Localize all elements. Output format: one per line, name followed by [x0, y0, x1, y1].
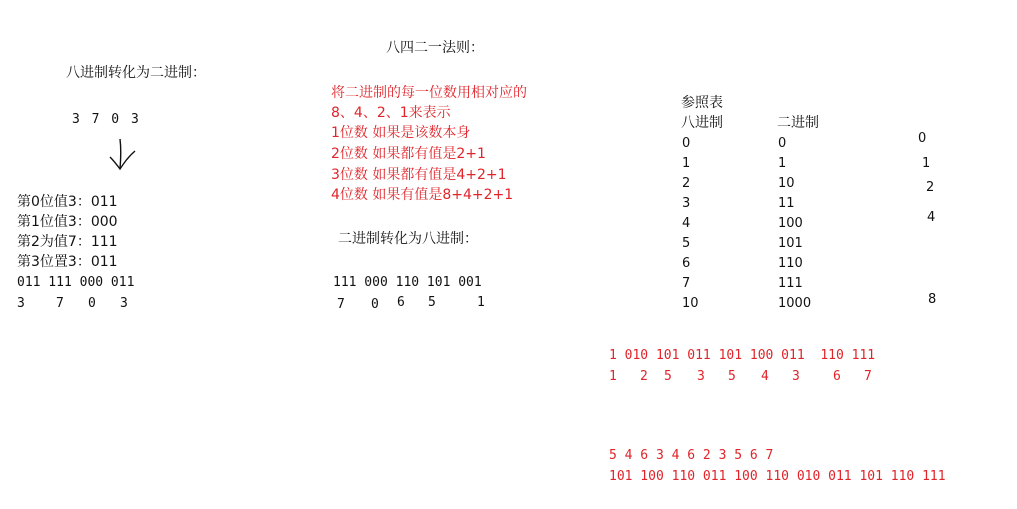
table-octal-1: 1: [682, 156, 691, 171]
table-binary-3: 11: [778, 196, 795, 211]
weight-1: 1: [922, 156, 931, 171]
table-octal-4: 4: [682, 216, 691, 231]
left-digit-2: 0: [88, 296, 96, 311]
example1-digit-1: 2: [640, 369, 648, 384]
digit-line-0: 第0位值3：011: [17, 194, 118, 210]
example2-binary: 101 100 110 011 100 110 010 011 101 110 111: [609, 469, 946, 484]
example1-digit-3: 3: [697, 369, 705, 384]
example1-digit-5: 4: [761, 369, 769, 384]
example1-digit-7: 6: [833, 369, 841, 384]
digit-line-1: 第1位值3：000: [17, 214, 118, 230]
table-octal-7: 7: [682, 276, 691, 291]
rule-line-0: 将二进制的每一位数用相对应的: [331, 85, 527, 101]
octal-column-header: 八进制: [681, 115, 723, 131]
table-binary-2: 10: [778, 176, 795, 191]
binary-column-header: 二进制: [777, 115, 819, 131]
hand-drawn-down-arrow-icon: [108, 137, 138, 177]
binary-to-octal-heading: 二进制转化为八进制：: [338, 231, 478, 247]
middle-digit-0: 7: [337, 297, 345, 312]
table-octal-6: 6: [682, 256, 691, 271]
digit-line-2: 第2为值7：111: [17, 234, 118, 250]
example1-binary: 1 010 101 011 101 100 011 110 111: [609, 348, 876, 363]
example1-digit-4: 5: [728, 369, 736, 384]
example1-digit-8: 7: [864, 369, 872, 384]
rule-line-4: 3位数 如果都有值是4+2+1: [331, 167, 507, 183]
table-binary-4: 100: [778, 216, 803, 231]
table-binary-7: 111: [778, 276, 803, 291]
weight-2: 2: [926, 180, 935, 195]
left-digit-0: 3: [17, 296, 25, 311]
reference-table-title: 参照表: [681, 95, 723, 111]
octal-digits: 3 7 0 3: [72, 112, 141, 127]
example2-octal: 5 4 6 3 4 6 2 3 5 6 7: [609, 448, 774, 463]
table-binary-1: 1: [778, 156, 787, 171]
rule-line-5: 4位数 如果有值是8+4+2+1: [331, 187, 514, 203]
rule-line-2: 1位数 如果是该数本身: [331, 125, 471, 141]
table-binary-5: 101: [778, 236, 803, 251]
rule-line-1: 8、4、2、1来表示: [331, 105, 451, 121]
table-binary-8: 1000: [778, 296, 812, 311]
middle-digit-1: 0: [371, 297, 379, 312]
table-octal-8: 10: [682, 296, 699, 311]
left-digit-3: 3: [120, 296, 128, 311]
octal-to-binary-heading: 八进制转化为二进制：: [66, 65, 206, 81]
middle-digit-3: 5: [428, 295, 436, 310]
example1-digit-0: 1: [609, 369, 617, 384]
table-octal-5: 5: [682, 236, 691, 251]
left-digit-1: 7: [56, 296, 64, 311]
weight-8: 8: [928, 292, 937, 307]
rule-title: 八四二一法则：: [386, 40, 484, 56]
table-octal-2: 2: [682, 176, 691, 191]
rule-line-3: 2位数 如果都有值是2+1: [331, 146, 486, 162]
digit-line-3: 第3位置3：011: [17, 254, 118, 270]
table-binary-0: 0: [778, 136, 787, 151]
example1-digit-6: 3: [792, 369, 800, 384]
table-octal-0: 0: [682, 136, 691, 151]
table-binary-6: 110: [778, 256, 803, 271]
middle-digit-4: 1: [477, 295, 485, 310]
example1-digit-2: 5: [664, 369, 672, 384]
weight-4: 4: [927, 210, 936, 225]
middle-binary-row: 111 000 110 101 001: [333, 275, 482, 290]
left-binary-row: 011 111 000 011: [17, 275, 135, 290]
middle-digit-2: 6: [397, 295, 405, 310]
weight-0: 0: [918, 131, 927, 146]
table-octal-3: 3: [682, 196, 691, 211]
